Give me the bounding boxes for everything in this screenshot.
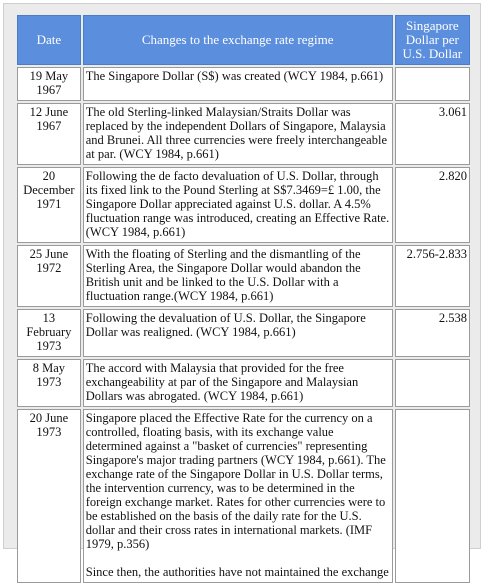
row-change: Following the de facto devaluation of U.S. Dollar, through its fixed link to the Pound Sterling at S$7.3469=£ 1.00, the Singapore Dollar appreciated against U.S. dollar. A 4.5% fluctuation range was introduced, creating an Effective Rate. (WCY 1984, p.661) — [83, 167, 393, 243]
row-change: With the floating of Sterling and the dismantling of the Sterling Area, the Singapore Dollar would abandon the British unit and be linked to the U.S. Dollar with a fluctuation range.(WCY 1984, p.661) — [83, 245, 393, 307]
row-change-paragraph-continued: Since then, the authorities have not maintained the exchange — [85, 565, 389, 579]
row-rate: 3.061 — [395, 103, 470, 165]
row-rate: 2.756-2.833 — [395, 245, 470, 307]
row-change-paragraph: Singapore placed the Effective Rate for the currency on a controlled, floating basis, with its exchange value determined against a "basket of currencies" representing Singapore's major trading partners (WCY 1984, p.661). The exchange rate of the Singapore Dollar in U.S. Dollar terms, the intervention currency, was to be determined in the foreign exchange market. Rates for other currencies were to be established on the basis of the daily rate for the U.S. dollar and their cross rates in international markets. (IMF 1979, p.356) — [85, 411, 386, 551]
row-date: 19 May 1967 — [17, 67, 81, 101]
row-rate — [395, 359, 470, 407]
row-rate: 2.538 — [395, 309, 470, 357]
row-rate — [395, 67, 470, 101]
row-rate: 2.820 — [395, 167, 470, 243]
row-date: 8 May 1973 — [17, 359, 81, 407]
exchange-rate-table — [15, 13, 472, 585]
row-change: The accord with Malaysia that provided for the free exchangeability at par of the Singapore and Malaysian Dollars was abrogated. (WCY 1984, p.661) — [83, 359, 393, 407]
table-row — [17, 67, 470, 101]
row-date: 20 June 1973 — [17, 409, 81, 583]
row-change: Following the devaluation of U.S. Dollar, the Singapore Dollar was realigned. (WCY 1984, p.661) — [83, 309, 393, 357]
row-rate — [395, 409, 470, 583]
paragraph-gap — [86, 551, 390, 565]
row-change: The old Sterling-linked Malaysian/Straits Dollar was replaced by the independent Dollars of Singapore, Malaysia and Brunei. All three currencies were freely interchangeable at par. (WCY 1984, p.661) — [83, 103, 393, 165]
header-date: Date — [17, 15, 81, 65]
header-rate: Singapore Dollar per U.S. Dollar — [395, 15, 470, 65]
row-date: 13 February 1973 — [17, 309, 81, 357]
table-row — [17, 309, 470, 357]
row-change-multi — [83, 409, 393, 583]
table-row — [17, 245, 470, 307]
table-row — [17, 359, 470, 407]
table-row — [17, 409, 470, 583]
table-row — [17, 103, 470, 165]
table-row — [17, 167, 470, 243]
row-change: The Singapore Dollar (S$) was created (WCY 1984, p.661) — [83, 67, 393, 101]
row-date: 12 June 1967 — [17, 103, 81, 165]
table-frame — [3, 3, 481, 579]
header-changes: Changes to the exchange rate regime — [83, 15, 393, 65]
row-date: 20 December 1971 — [17, 167, 81, 243]
row-date: 25 June 1972 — [17, 245, 81, 307]
header-row — [17, 15, 470, 65]
